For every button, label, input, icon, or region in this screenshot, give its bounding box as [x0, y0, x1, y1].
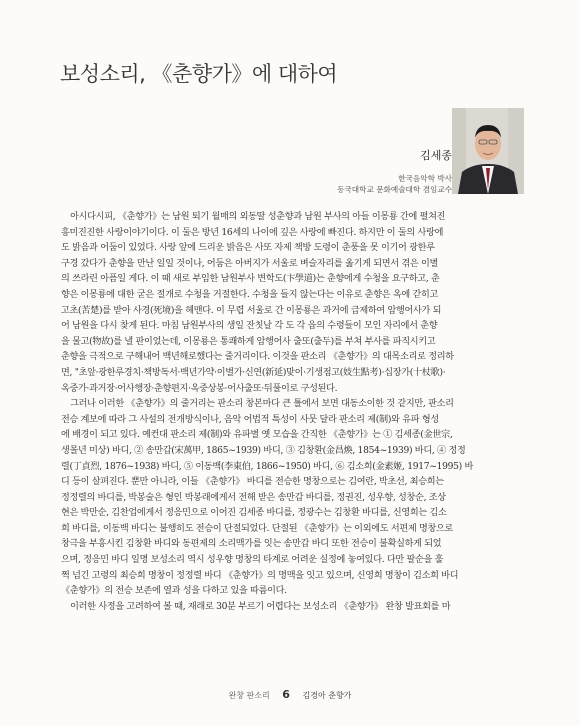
body-line: 춘향을 극적으로 구해내어 백년해로했다는 줄거리이다. 이것을 판소리 《춘향가》의 대목소리로 정리하: [61, 352, 454, 363]
author-name: 김세종: [420, 149, 452, 162]
page-number: 6: [282, 688, 290, 701]
page-footer: [0, 688, 580, 701]
body-line: 《춘향가》의 전승 보존에 열과 성을 다하고 있을 따름이다.: [61, 586, 287, 597]
article-body: [61, 210, 523, 615]
body-line: 쩍 넘긴 고령의 최승희 명창이 정정렬 바디 《춘향가》의 명맥을 잇고 있으며, 신영희 명창이 김소희 바디: [61, 570, 459, 581]
body-line: 고초(苦楚)를 받아 사경(死境)을 헤맨다. 이 무렵 서울로 간 이몽룡은 과거에 급제하여 암행어사가 되: [61, 305, 442, 316]
body-line: 전승 계보에 따라 그 사설의 전개방식이나, 음악 어법적 특성이 사뭇 달라 판소리 제(制)와 유파 형성: [61, 414, 439, 425]
body-line: 이러한 사정을 고려하여 볼 때, 재래로 30분 부르기 어렵다는 보성소리 《춘향가》 완창 발표회를 마: [70, 601, 451, 612]
body-line: 렬(丁貞烈, 1876~1938) 바디, ⑤ 이동백(李東伯, 1866~1950) 바디, ⑥ 김소희(金素姬, 1917~1995) 바: [61, 461, 473, 472]
footer-series-title: 완창 판소리: [228, 691, 270, 700]
body-line: 정정렬의 바디를, 박봉술은 형인 박봉래에게서 전해 받은 송만갑 바디를, 정권진, 성우향, 성창순, 조상: [61, 492, 446, 503]
body-line: 의 쓰라린 아픔일 게다. 이 때 새로 부임한 남원부사 변학도(卞學道)는 춘향에게 수청을 요구하고, 춘: [61, 274, 440, 285]
footer-program-title: 김경아 춘향가: [302, 691, 352, 700]
body-line: 구경 갔다가 춘향을 만난 일일 것이나, 어둠은 아버지가 서울로 벼슬자리를 옮기게 되면서 겪은 이별: [61, 258, 438, 269]
body-line: 에 배경이 되고 있다. 예컨대 판소리 제(制)와 유파별 옛 모습을 간직한 《춘향가》는 ① 김세종(金世宗,: [61, 430, 453, 441]
author-portrait-image: [452, 108, 524, 194]
body-line: 흥미진진한 사랑이야기이다. 이 둘은 방년 16세의 나이에 깊은 사랑에 빠진다. 하지만 이 둘의 사랑에: [61, 227, 444, 238]
body-line: 생몰년 미상) 바디, ② 송만갑(宋萬甲, 1865~1939) 바디, ③ 김창환(金昌煥, 1854~1939) 바디, ④ 정정: [61, 445, 466, 456]
body-line: 도 밝음과 어둠이 있었다. 사랑 앞에 드리운 밝음은 사또 자제 책방 도령이 춘풍을 못 이기어 광한루: [61, 243, 435, 254]
body-line: 그러나 이러한 《춘향가》의 줄거리는 판소리 창본마다 큰 틀에서 보면 대동소이한 것 같지만, 판소리: [70, 399, 454, 410]
author-degree: 한국음악학 박사: [398, 174, 452, 183]
body-line: 을 물고(物故)를 낼 판이었는데, 이몽룡은 통쾌하게 암행어사 출또(출두)를 부쳐 부사를 파직시키고: [61, 336, 436, 347]
body-line: 현은 박만순, 김찬업에게서 정응민으로 이어진 김세종 바디를, 정광수는 김창환 바디를, 신영희는 김소: [61, 508, 447, 519]
body-line: 향은 이몽룡에 대한 굳은 절개로 수청을 거절한다. 수청을 들지 않는다는 이유로 춘향은 옥에 갇히고: [61, 289, 438, 300]
body-line: 옥중가·과거장·어사행장·춘향편지·옥중상봉·어사출또·뒤풀이로 구성된다.: [61, 383, 338, 394]
body-line: 창극을 부흥시킨 김창환 바디와 동편제의 소리맥가를 잇는 송만갑 바디 또한 전승이 불확실하게 되었: [61, 539, 442, 550]
body-line: 어 남원을 다시 찾게 된다. 마침 남원부사의 생일 잔칫날 각 도 각 읍의 수령들이 모인 자리에서 춘향: [61, 321, 438, 332]
body-line: 디 등이 살펴진다. 뿐만 아니라, 이들 《춘향가》 바디를 전승한 명창으로는 김여란, 박초선, 최승희는: [61, 477, 444, 488]
body-line: 면, "초앞·광한루경치·책방독서·백년가약·이별가·신연(新延)맞이·기생점고(妓生點考)·십장가(十杖歌)·: [61, 367, 446, 378]
body-line: 으며, 정응민 바디 일명 보성소리 역시 성우향 명창의 타계로 어려운 실정에 놓여있다. 다만 팔순을 훌: [61, 555, 444, 566]
author-info: [337, 147, 452, 195]
author-photo: [452, 108, 524, 194]
page-title: 보성소리, 《춘향가》에 대하여: [60, 62, 338, 86]
body-line: 아시다시피, 《춘향가》는 남원 퇴기 월매의 외동딸 성춘향과 남원 부사의 아들 이몽룡 간에 펼쳐진: [70, 212, 446, 222]
author-position: 동국대학교 문화예술대학 겸임교수: [337, 185, 452, 194]
body-line: 희 바디를, 이동백 바디는 불행히도 전승이 단절되었다. 단절된 《춘향가》는 이외에도 서편제 명창으로: [61, 523, 454, 534]
